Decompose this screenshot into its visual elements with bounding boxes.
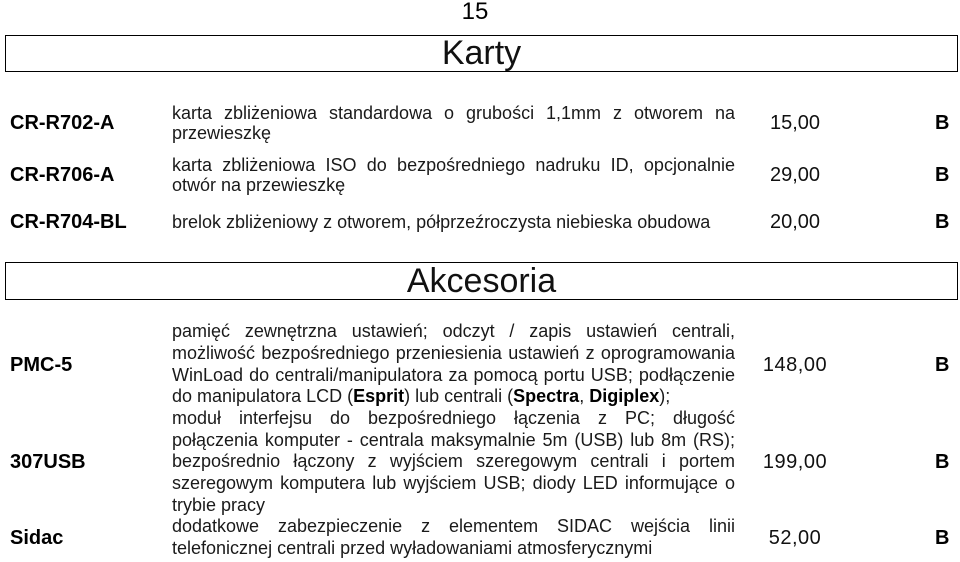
description-line — [172, 386, 735, 408]
description-line: brelok zbliżeniowy z otworem, półprzeźroczysta niebieska obudowa — [172, 212, 711, 232]
section-title-accessories: Akcesoria — [5, 262, 958, 300]
description-line: przewieszkę — [172, 123, 272, 143]
price-group: B — [935, 353, 950, 376]
price-group: B — [935, 112, 950, 134]
product-price: 20,00 — [769, 211, 821, 233]
description-text: ) lub centrali ( — [404, 386, 514, 407]
description-line: dodatkowe zabezpieczenie z elementem SIDAC wejścia linii — [172, 516, 735, 537]
product-price: 29,00 — [769, 164, 821, 186]
description-line: bezpośrednio łączony z wyjściem szeregowym centrali i portem — [172, 451, 735, 472]
description-line: możliwość bezpośredniego przeniesienia ustawień z oprogramowania — [172, 342, 735, 363]
price-group: B — [935, 164, 950, 186]
product-code: Sidac — [10, 527, 64, 550]
product-code: PMC-5 — [10, 353, 73, 376]
product-description — [172, 516, 735, 559]
product-code: CR-R706-A — [10, 164, 115, 186]
page-number: 15 — [461, 0, 489, 25]
product-description — [172, 155, 735, 195]
product-row — [0, 210, 958, 234]
product-code: CR-R704-BL — [10, 211, 127, 233]
description-text: , — [579, 386, 590, 407]
product-row — [0, 516, 958, 559]
product-description — [172, 321, 735, 408]
description-line: pamięć zewnętrzna ustawień; odczyt / zapis ustawień centrali, — [172, 321, 735, 342]
description-line: moduł interfejsu do bezpośredniego łączenia z PC; długość — [172, 407, 735, 428]
product-price: 199,00 — [762, 451, 828, 474]
description-line: połączenia komputer - centrala maksymalnie 5m (USB) lub 8m (RS); — [172, 429, 735, 450]
product-price: 15,00 — [769, 112, 821, 134]
product-description — [172, 103, 735, 143]
description-line: szeregowym komputera lub wyjściem USB; diody LED informujące o — [172, 473, 735, 494]
product-price: 52,00 — [768, 527, 822, 550]
description-line: telefonicznej centrali przed wyładowaniami atmosferycznymi — [172, 538, 653, 559]
description-line: karta zbliżeniowa ISO do bezpośredniego nadruku ID, opcjonalnie — [172, 155, 735, 175]
description-text: ); — [659, 386, 671, 407]
description-line: trybie pracy — [172, 494, 266, 515]
description-line: karta zbliżeniowa standardowa o grubości 1,1mm z otworem na — [172, 103, 735, 123]
product-row — [0, 408, 958, 517]
product-code: CR-R702-A — [10, 112, 115, 134]
section-title-cards: Karty — [5, 35, 958, 72]
product-description — [172, 212, 735, 232]
product-row — [0, 155, 958, 195]
description-emphasis: Digiplex — [589, 386, 660, 407]
price-group: B — [935, 527, 950, 550]
description-line: otwór na przewieszkę — [172, 175, 346, 195]
product-row — [0, 103, 958, 143]
description-emphasis: Spectra — [513, 386, 580, 407]
product-row — [0, 321, 958, 408]
product-price: 148,00 — [762, 353, 828, 376]
description-emphasis: Esprit — [353, 386, 405, 407]
product-description — [172, 408, 735, 517]
price-group: B — [935, 211, 950, 233]
product-code: 307USB — [10, 451, 86, 474]
price-group: B — [935, 451, 950, 474]
description-line: WinLoad do centrali/manipulatora za pomocą portu USB; podłączenie — [172, 364, 735, 385]
description-text: do manipulatora LCD ( — [172, 386, 354, 407]
